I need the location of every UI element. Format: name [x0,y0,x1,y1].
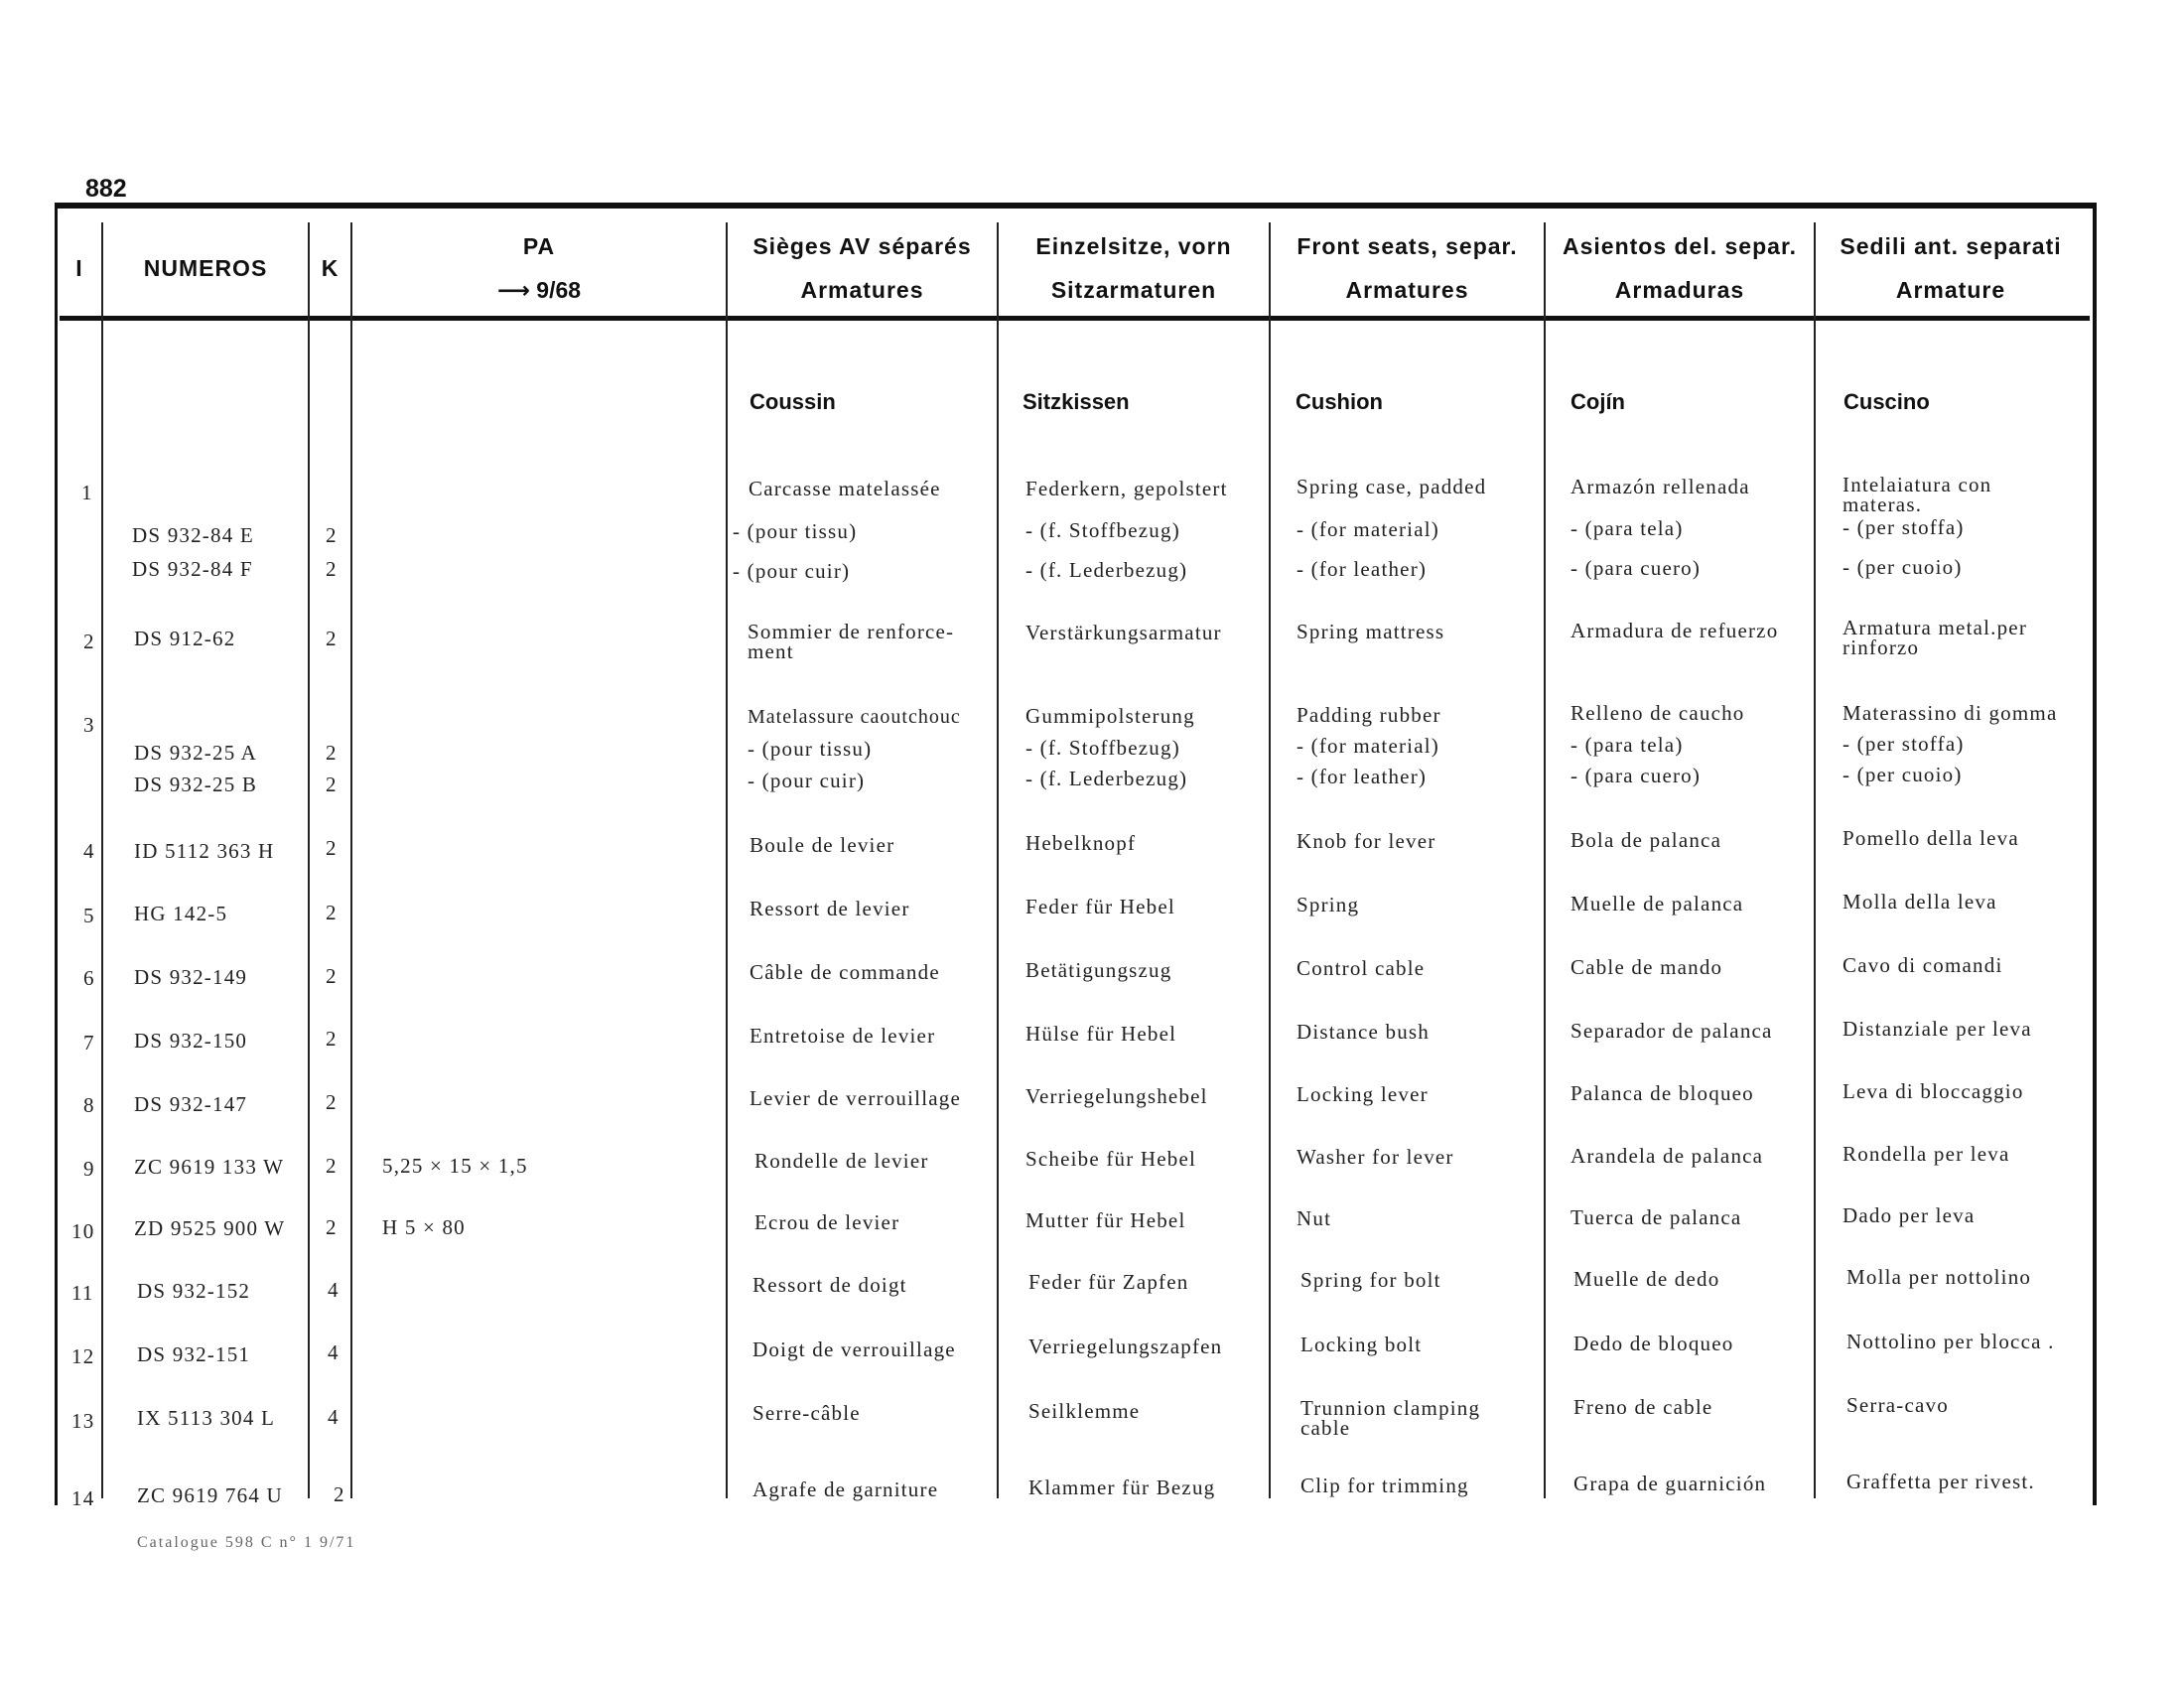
row-8-spanish: Palanca de bloqueo [1570,1081,1754,1105]
column-divider [350,222,352,1498]
row-13-index: 13 [71,1409,95,1433]
row-7-italian: Distanziale per leva [1843,1017,2032,1041]
row-8-french: Levier de verrouillage [750,1086,961,1110]
row-2-k: 2 [326,627,338,650]
row-5-english: Spring [1297,893,1360,916]
row-1b-k: 2 [326,557,338,581]
row-5-german: Feder für Hebel [1025,895,1175,918]
row-5-spanish: Muelle de palanca [1570,892,1744,915]
row-1b-english: - (for leather) [1297,557,1428,581]
row-6-english: Control cable [1297,956,1426,980]
row-2-english: Spring mattress [1297,620,1445,643]
row-14-number: ZC 9619 764 U [137,1483,283,1507]
row-5-index: 5 [83,904,95,927]
header-german-title: Einzelsitze, vorn [1035,233,1232,259]
row-10-pa: H 5 × 80 [382,1215,466,1239]
header-spanish-title: Asientos del. separ. [1562,233,1798,259]
header-italian [1816,220,2086,316]
header-german [999,220,1269,316]
row-3-italian: Materassino di gomma [1843,701,2058,725]
column-divider [997,222,999,1498]
row-14-german: Klammer für Bezug [1028,1476,1216,1499]
row-9-k: 2 [326,1154,338,1178]
header-numeros-label: NUMEROS [143,255,268,281]
row-5-number: HG 142-5 [134,902,228,925]
row-8-k: 2 [326,1090,338,1114]
row-3b-german: - (f. Lederbezug) [1025,767,1188,790]
row-5-french: Ressort de levier [750,897,910,920]
row-4-number: ID 5112 363 H [134,839,275,863]
row-13-german: Seilklemme [1028,1399,1141,1423]
row-2-german: Verstärkungsarmatur [1025,621,1222,644]
column-divider [1544,222,1546,1498]
row-10-index: 10 [71,1219,95,1243]
row-12-french: Doigt de verrouillage [752,1337,956,1361]
row-3b-french: - (pour cuir) [748,769,866,792]
row-3a-french: - (pour tissu) [748,737,873,761]
row-8-number: DS 932-147 [134,1092,248,1116]
row-8-italian: Leva di bloccaggio [1843,1079,2024,1103]
row-10-german: Mutter für Hebel [1025,1208,1186,1232]
header-spanish [1546,220,1814,316]
row-10-italian: Dado per leva [1843,1203,1976,1227]
row-1a-english: - (for material) [1297,517,1439,541]
row-14-french: Agrafe de garniture [752,1477,939,1501]
row-1a-french: - (pour tissu) [733,519,858,543]
row-3a-german: - (f. Stoffbezug) [1025,736,1180,760]
row-4-french: Boule de levier [750,833,895,857]
column-divider [1814,222,1816,1498]
row-4-english: Knob for lever [1297,829,1436,853]
row-9-french: Rondelle de levier [754,1149,929,1173]
row-12-number: DS 932-151 [137,1342,251,1366]
row-11-french: Ressort de doigt [752,1273,907,1297]
row-7-number: DS 932-150 [134,1029,248,1053]
page-number: 882 [85,175,127,203]
row-2-spanish: Armadura de refuerzo [1570,619,1779,642]
row-13-italian: Serra-cavo [1846,1393,1949,1417]
row-14-spanish: Grapa de guarnición [1573,1472,1767,1495]
row-2-number: DS 912-62 [134,627,236,650]
arrow-right-icon: ⟶ [496,277,530,303]
row-4-spanish: Bola de palanca [1570,828,1722,852]
row-8-german: Verriegelungshebel [1025,1084,1208,1108]
row-3-german: Gummipolsterung [1025,704,1195,728]
header-separator [60,316,2090,321]
row-7-english: Distance bush [1297,1020,1430,1044]
row-11-number: DS 932-152 [137,1279,251,1303]
row-6-index: 6 [83,966,95,990]
row-10-number: ZD 9525 900 W [134,1216,286,1240]
row-7-index: 7 [83,1031,95,1055]
row-6-number: DS 932-149 [134,965,248,989]
subheading-german: Sitzkissen [1023,389,1130,414]
row-5-k: 2 [326,901,338,924]
row-4-german: Hebelknopf [1025,831,1137,855]
row-1a-italian: - (per stoffa) [1843,515,1965,539]
row-3-index: 3 [83,713,95,737]
header-italian-title: Sedili ant. separati [1840,233,2062,259]
row-3a-english: - (for material) [1297,734,1439,758]
subheading-english: Cushion [1296,389,1383,414]
row-9-pa: 5,25 × 15 × 1,5 [382,1154,528,1178]
row-1b-german: - (f. Lederbezug) [1025,558,1188,582]
row-2-french: Sommier de renforce- ment [748,620,955,663]
row-1b-spanish: - (para cuero) [1570,556,1702,580]
header-italian-subtitle: Armature [1895,277,2006,303]
row-9-spanish: Arandela de palanca [1570,1144,1764,1168]
header-index-label: I [75,255,83,281]
row-3b-spanish: - (para cuero) [1570,764,1702,787]
row-9-index: 9 [83,1157,95,1181]
row-2-index: 2 [83,630,95,653]
header-french [728,220,997,316]
row-3b-italian: - (per cuoio) [1843,763,1963,786]
subheading-french: Coussin [750,389,836,414]
row-14-italian: Graffetta per rivest. [1846,1470,2035,1493]
row-3a-k: 2 [326,741,338,765]
row-6-italian: Cavo di comandi [1843,953,2003,977]
row-7-french: Entretoise de levier [750,1024,936,1048]
row-10-k: 2 [326,1215,338,1239]
row-5-italian: Molla della leva [1843,890,1997,914]
row-11-spanish: Muelle de dedo [1573,1267,1720,1291]
row-14-index: 14 [71,1486,95,1510]
header-pa-date-row [497,268,581,312]
row-14-english: Clip for trimming [1300,1474,1469,1497]
row-6-spanish: Cable de mando [1570,955,1723,979]
header-k-label: K [321,255,340,281]
row-10-english: Nut [1297,1206,1332,1230]
header-english [1271,220,1544,316]
column-divider [1269,222,1271,1498]
row-1a-number: DS 932-84 E [132,523,254,547]
row-9-english: Washer for lever [1297,1145,1454,1169]
row-8-english: Locking lever [1297,1082,1429,1106]
column-divider [101,222,103,1498]
row-1-index: 1 [81,481,93,504]
column-divider [726,222,728,1498]
row-1-spanish: Armazón rellenada [1570,475,1750,498]
header-french-title: Sièges AV séparés [752,233,972,259]
row-1b-number: DS 932-84 F [132,557,253,581]
row-3b-english: - (for leather) [1297,765,1428,788]
row-1a-k: 2 [326,523,338,547]
row-1-german: Federkern, gepolstert [1025,477,1228,500]
header-english-subtitle: Armatures [1345,277,1469,303]
subheading-italian: Cuscino [1843,389,1930,414]
row-12-index: 12 [71,1344,95,1368]
header-french-subtitle: Armatures [800,277,924,303]
header-pa [352,220,726,316]
subheading-spanish: Cojín [1570,389,1625,414]
row-4-italian: Pomello della leva [1843,826,2019,850]
row-7-k: 2 [326,1027,338,1051]
header-german-subtitle: Sitzarmaturen [1050,277,1217,303]
header-k [310,220,350,316]
row-12-english: Locking bolt [1300,1333,1423,1356]
header-pa-label: PA [522,233,556,259]
row-1-french: Carcasse matelassée [749,477,941,500]
row-8-index: 8 [83,1093,95,1117]
row-1b-italian: - (per cuoio) [1843,555,1963,579]
column-divider [308,222,310,1498]
row-7-spanish: Separador de palanca [1570,1019,1773,1043]
row-12-italian: Nottolino per blocca . [1846,1330,2055,1353]
row-3a-number: DS 932-25 A [134,741,258,765]
row-3-spanish: Relleno de caucho [1570,701,1745,725]
header-pa-date: 9/68 [536,277,582,303]
row-6-french: Câble de commande [750,960,940,984]
row-13-english: Trunnion clamping cable [1300,1396,1481,1440]
row-11-k: 4 [328,1278,340,1302]
row-3-french: Matelassure caoutchouc [748,706,961,728]
row-11-index: 11 [71,1281,94,1305]
row-9-german: Scheibe für Hebel [1025,1147,1197,1171]
row-10-french: Ecrou de levier [754,1210,900,1234]
row-13-spanish: Freno de cable [1573,1395,1713,1419]
row-9-italian: Rondella per leva [1843,1142,2010,1166]
row-12-german: Verriegelungszapfen [1028,1335,1223,1358]
row-4-index: 4 [83,839,95,863]
row-3-english: Padding rubber [1297,703,1441,727]
row-2-italian: Armatura metal.per rinforzo [1843,616,2028,659]
row-9-number: ZC 9619 133 W [134,1155,285,1179]
row-11-english: Spring for bolt [1300,1268,1441,1292]
header-numeros [103,220,308,316]
row-10-spanish: Tuerca de palanca [1570,1205,1742,1229]
row-1b-french: - (pour cuir) [733,559,851,583]
header-spanish-subtitle: Armaduras [1614,277,1745,303]
row-1-english: Spring case, padded [1297,475,1487,498]
row-12-k: 4 [328,1340,340,1364]
row-3a-italian: - (per stoffa) [1843,732,1965,756]
row-3b-number: DS 932-25 B [134,773,258,796]
row-6-k: 2 [326,964,338,988]
row-3a-spanish: - (para tela) [1570,733,1684,757]
row-12-spanish: Dedo de bloqueo [1573,1332,1734,1355]
header-index [58,220,101,316]
row-14-k: 2 [334,1482,345,1506]
row-1a-spanish: - (para tela) [1570,516,1684,540]
row-11-italian: Molla per nottolino [1846,1265,2032,1289]
row-11-german: Feder für Zapfen [1028,1270,1189,1294]
row-7-german: Hülse für Hebel [1025,1022,1177,1046]
row-6-german: Betätigungszug [1025,958,1172,982]
row-13-k: 4 [328,1405,340,1429]
header-english-title: Front seats, separ. [1297,233,1518,259]
row-4-k: 2 [326,836,338,860]
row-13-number: IX 5113 304 L [137,1406,276,1430]
row-3b-k: 2 [326,773,338,796]
row-1a-german: - (f. Stoffbezug) [1025,518,1180,542]
catalogue-footer: Catalogue 598 C n° 1 9/71 [137,1534,356,1551]
row-1-italian: Intelaiatura con materas. [1843,473,1992,516]
row-13-french: Serre-câble [752,1401,861,1425]
